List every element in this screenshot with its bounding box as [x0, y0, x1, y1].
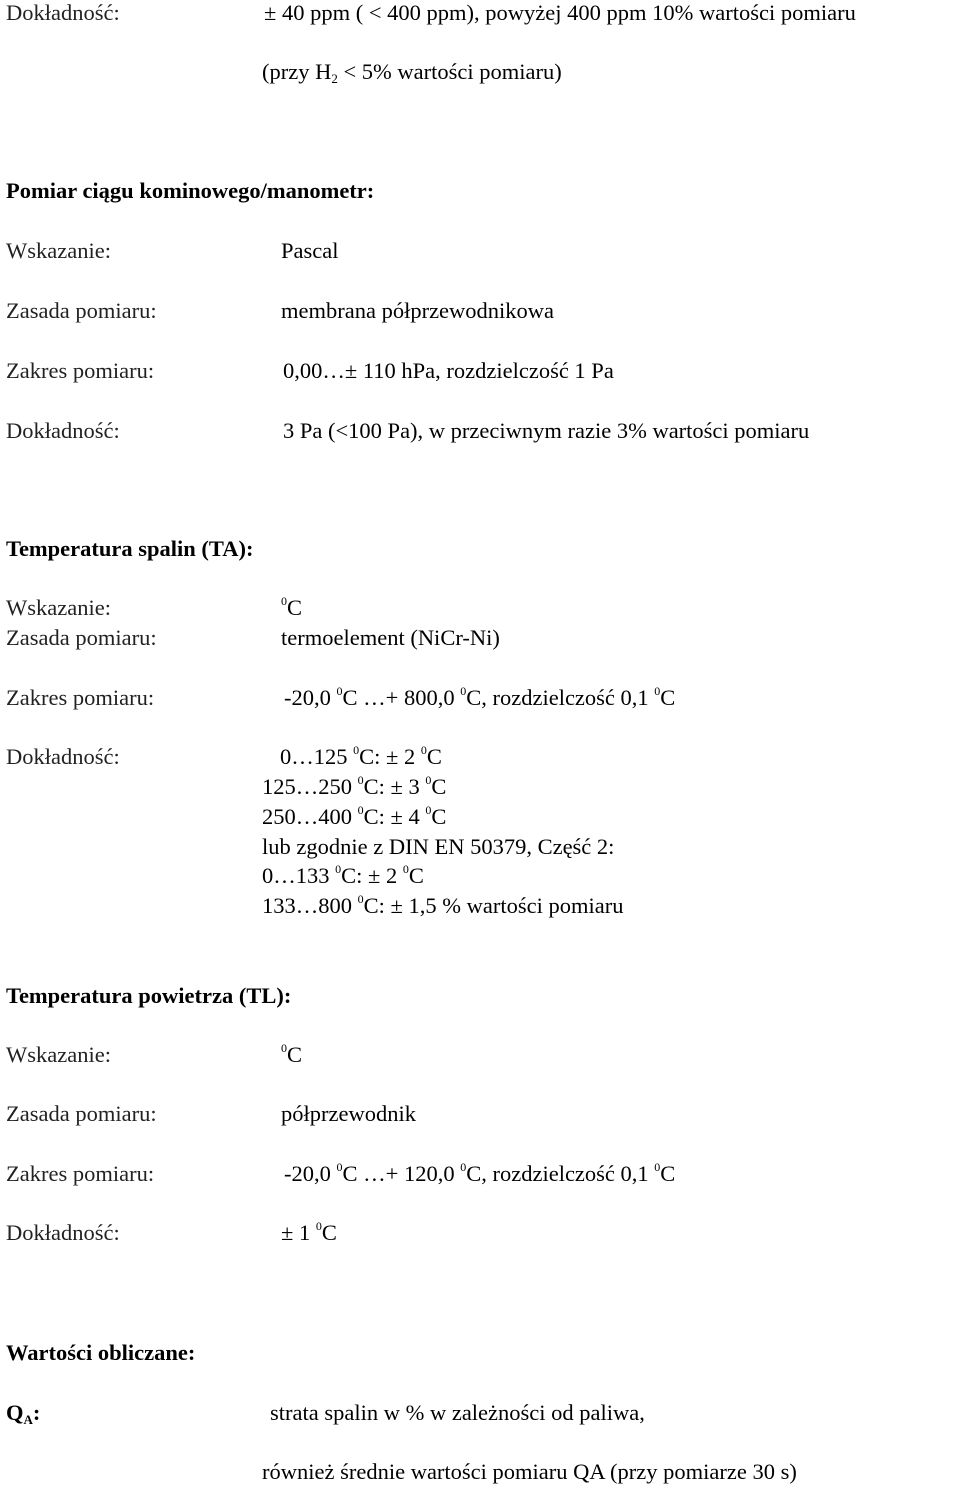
draft-accuracy: 3 Pa (<100 Pa), w przeciwnym razie 3% wartości pomiaru [283, 418, 810, 443]
flue-accuracy-5: 0…133 $^0$C: ± 2 $^0$C [262, 862, 424, 888]
flue-range: -20,0 $^0$C …+ 800,0 $^0$C, rozdzielczość 0,1 $^0$C [284, 684, 676, 710]
indication-label: Wskazanie: [6, 595, 111, 620]
flue-heading: Temperatura spalin (TA): [6, 536, 254, 561]
air-accuracy: ± 1 $^0$C [281, 1219, 337, 1245]
qa-description-2: również średnie wartości pomiaru QA (przy pomiarze 30 s) [262, 1459, 797, 1484]
principle-label: Zasada pomiaru: [6, 1101, 157, 1126]
draft-indication: Pascal [281, 238, 339, 263]
flue-indication: $^0$C [281, 594, 303, 620]
principle-label: Zasada pomiaru: [6, 298, 157, 323]
accuracy-label: Dokładność: [6, 0, 120, 25]
flue-accuracy-1: 0…125 $^0$C: ± 2 $^0$C [280, 743, 442, 769]
flue-accuracy-3: 250…400 $^0$C: ± 4 $^0$C [262, 803, 447, 829]
accuracy-note: (przy $H_2 < 5\%$ wartości pomiaru) [262, 59, 562, 86]
air-principle: półprzewodnik [281, 1101, 416, 1126]
draft-heading: Pomiar ciągu kominowego/manometr: [6, 178, 375, 203]
indication-label: Wskazanie: [6, 238, 111, 263]
air-heading: Temperatura powietrza (TL): [6, 983, 292, 1008]
range-label: Zakres pomiaru: [6, 358, 155, 383]
accuracy-label: Dokładność: [6, 418, 120, 443]
accuracy-label: Dokładność: [6, 1220, 120, 1245]
range-label: Zakres pomiaru: [6, 1161, 155, 1186]
calc-heading: Wartości obliczane: [6, 1340, 196, 1365]
air-indication: $^0$C [281, 1041, 303, 1067]
flue-accuracy-6: 133…800 $^0$C: ± 1,5 % wartości pomiaru [262, 892, 624, 918]
draft-range: 0,00…± 110 hPa, rozdzielczość 1 Pa [283, 358, 614, 383]
accuracy-label: Dokładność: [6, 744, 120, 769]
air-range: -20,0 $^0$C …+ 120,0 $^0$C, rozdzielczość 0,1 $^0$C [284, 1160, 676, 1186]
qa-label: $Q_A$: [6, 1400, 41, 1427]
draft-principle: membrana półprzewodnikowa [281, 298, 555, 323]
flue-accuracy-2: 125…250 $^0$C: ± 3 $^0$C [262, 773, 447, 799]
principle-label: Zasada pomiaru: [6, 625, 157, 650]
indication-label: Wskazanie: [6, 1042, 111, 1067]
range-label: Zakres pomiaru: [6, 685, 155, 710]
flue-principle: termoelement (NiCr-Ni) [281, 625, 500, 650]
qa-description: strata spalin w % w zależności od paliwa, [270, 1400, 645, 1425]
flue-accuracy-4: lub zgodnie z DIN EN 50379, Część 2: [262, 834, 615, 859]
accuracy-value: ± 40 ppm ( < 400 ppm), powyżej 400 ppm 10% wartości pomiaru [264, 0, 856, 25]
